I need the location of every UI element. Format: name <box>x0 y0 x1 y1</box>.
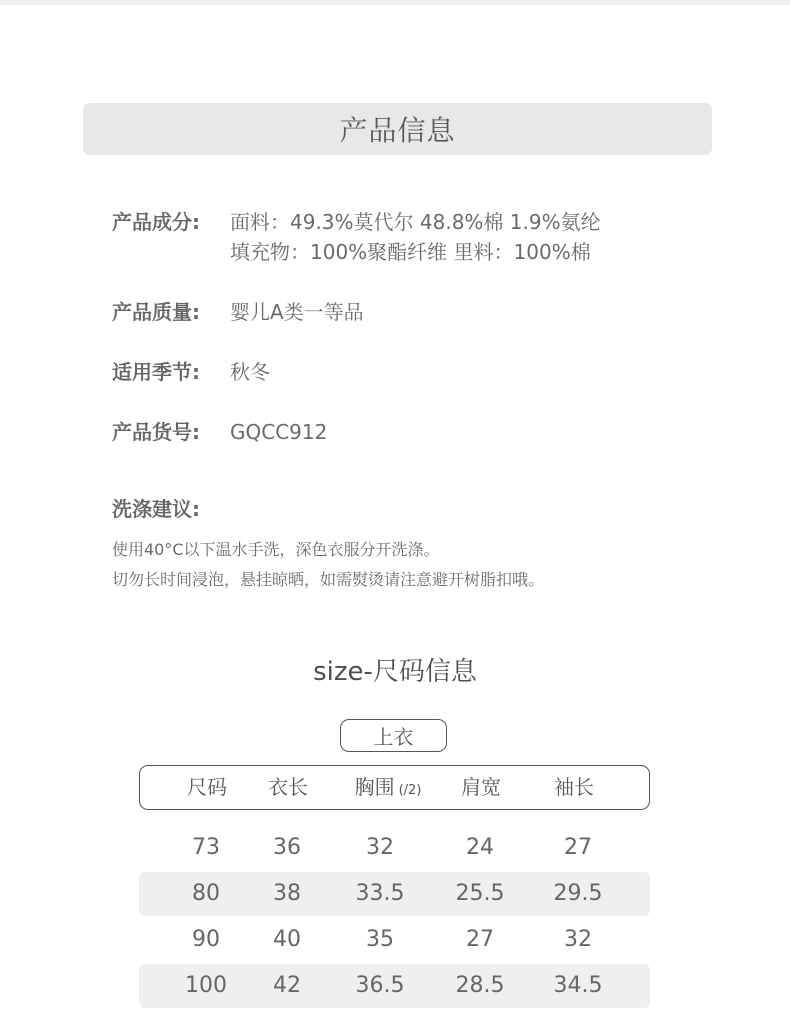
cell-size: 100 <box>185 973 227 998</box>
header-chest-label: 胸围 <box>354 775 395 799</box>
cell-chest: 33.5 <box>355 881 405 906</box>
wash-advice-line-1: 使用40°C以下温水手洗，深色衣服分开洗涤。 <box>112 540 440 559</box>
cell-shoulder: 27 <box>466 927 494 952</box>
composition-line-filling: 填充物：100%聚酯纤维 里料：100%棉 <box>230 240 591 264</box>
composition-label: 产品成分: <box>112 210 200 234</box>
tab-top-garment[interactable]: 上衣 <box>340 719 447 752</box>
size-info-title: size-尺码信息 <box>313 657 477 687</box>
info-row-item-number <box>112 417 327 447</box>
wash-advice-title: 洗涤建议: <box>112 497 200 521</box>
cell-length: 40 <box>273 927 301 952</box>
header-size: 尺码 <box>187 775 227 799</box>
cell-chest: 36.5 <box>355 973 405 998</box>
table-row <box>139 872 650 916</box>
cell-shoulder: 28.5 <box>455 973 505 998</box>
info-row-season <box>112 357 270 387</box>
cell-length: 42 <box>273 973 301 998</box>
cell-sleeve: 32 <box>564 927 592 952</box>
header-chest-note: (/2) <box>398 783 422 798</box>
top-divider-strip <box>0 0 790 5</box>
page-title: 产品信息 <box>339 114 456 147</box>
info-row-composition <box>112 207 601 267</box>
season-values <box>230 357 270 387</box>
cell-sleeve: 29.5 <box>553 881 603 906</box>
cell-size: 80 <box>192 881 220 906</box>
cell-size: 90 <box>192 927 220 952</box>
cell-sleeve: 34.5 <box>553 973 603 998</box>
composition-values <box>230 207 601 267</box>
item-number-values <box>230 417 327 447</box>
season-label: 适用季节: <box>112 360 200 384</box>
table-row <box>139 918 650 962</box>
table-row <box>139 826 650 870</box>
cell-length: 38 <box>273 881 301 906</box>
cell-shoulder: 25.5 <box>455 881 505 906</box>
cell-chest: 35 <box>366 927 394 952</box>
size-table-header <box>139 765 650 810</box>
composition-line-fabric: 面料：49.3%莫代尔 48.8%棉 1.9%氨纶 <box>230 210 601 234</box>
quality-label: 产品质量: <box>112 300 200 324</box>
header-sleeve: 袖长 <box>554 775 594 799</box>
cell-shoulder: 24 <box>466 835 494 860</box>
cell-size: 73 <box>192 835 220 860</box>
header-shoulder: 肩宽 <box>461 775 501 799</box>
table-row <box>139 964 650 1008</box>
info-row-quality <box>112 297 364 327</box>
cell-sleeve: 27 <box>564 835 592 860</box>
cell-length: 36 <box>273 835 301 860</box>
product-info-title-bar <box>83 103 712 155</box>
item-number-label: 产品货号: <box>112 420 200 444</box>
quality-value: 婴儿A类一等品 <box>230 300 364 324</box>
wash-advice-line-2: 切勿长时间浸泡，悬挂晾晒，如需熨烫请注意避开树脂扣哦。 <box>112 570 545 589</box>
item-number-value: GQCC912 <box>230 420 328 444</box>
header-chest <box>355 766 422 812</box>
season-value: 秋冬 <box>230 360 270 384</box>
header-length: 衣长 <box>268 775 308 799</box>
cell-chest: 32 <box>366 835 394 860</box>
quality-values <box>230 297 364 327</box>
